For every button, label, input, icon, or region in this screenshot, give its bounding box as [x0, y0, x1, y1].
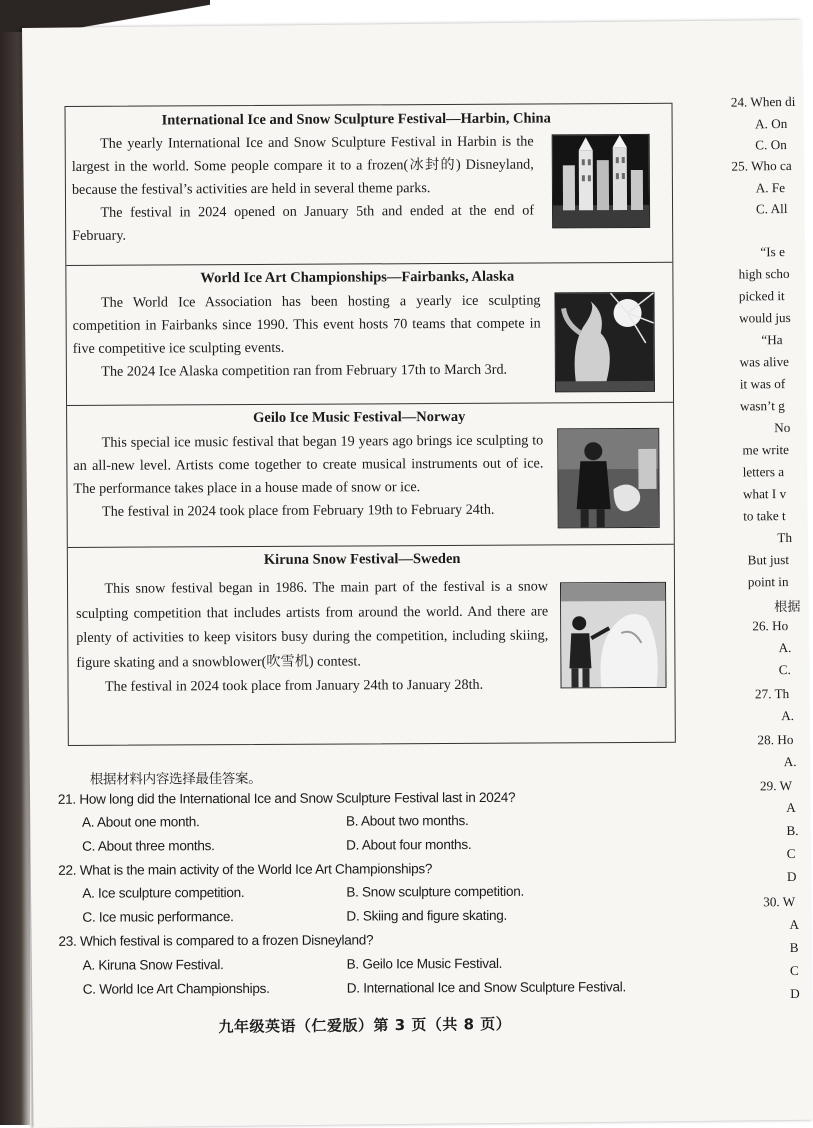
- cropped-line: D: [790, 985, 800, 1002]
- section-title: Kiruna Snow Festival—Sweden: [263, 550, 461, 568]
- section-harbin: [66, 104, 673, 265]
- section-fairbanks: [66, 262, 673, 405]
- section-body: [73, 429, 543, 523]
- cropped-line: to take t: [743, 508, 786, 524]
- section-body: [72, 289, 540, 383]
- option-d[interactable]: D. About four months.: [346, 837, 472, 853]
- cropped-line: “Ha: [761, 332, 783, 348]
- cropped-line: was alive: [739, 353, 790, 370]
- paragraph: The festival in 2024 took place from February 19th to February 24th.: [101, 501, 495, 520]
- option-c[interactable]: C. World Ice Art Championships.: [82, 980, 270, 997]
- ice-castle-photo: [552, 134, 650, 229]
- cropped-line: C: [789, 962, 799, 979]
- snow-sculpting-photo: [560, 582, 667, 689]
- cropped-line: 根据: [774, 598, 801, 615]
- cropped-line: what I v: [742, 486, 787, 502]
- paragraph: The yearly International Ice and Snow Sculpture Festival in Harbin is the largest in the world. Some people compare it to a frozen(冰封的) Disneyland, because the festival’s activities are held in several theme parks.: [71, 133, 534, 198]
- cropped-line: A.: [781, 707, 795, 724]
- cropped-line: No: [774, 419, 791, 436]
- cropped-line: A: [789, 916, 800, 933]
- cropped-line: me write: [742, 441, 790, 458]
- option-b[interactable]: B. Snow sculpture competition.: [346, 883, 524, 900]
- page-footer: 九年级英语（仁爱版）第 3 页（共 8 页）: [218, 1014, 512, 1036]
- cropped-line: 25. Who ca: [731, 157, 792, 174]
- cropped-line: would jus: [738, 309, 791, 326]
- cropped-line: 24. When di: [730, 93, 796, 110]
- paragraph: The World Ice Association has been hosting a yearly ice sculpting competition in Fairbanks since 1990. This event hosts 70 teams that compete in five competitive ice sculpting events.: [72, 292, 541, 357]
- paragraph: The festival in 2024 opened on January 5th and ended at the end of February.: [72, 202, 535, 244]
- cropped-line: 26. Ho: [752, 618, 789, 634]
- option-a[interactable]: A. Kiruna Snow Festival.: [82, 957, 224, 973]
- cropped-line: wasn’t g: [739, 398, 785, 414]
- question-stem: 22. What is the main activity of the World Ice Art Championships?: [58, 861, 433, 878]
- cropped-line: 30. W: [763, 893, 796, 910]
- cropped-line: A.: [778, 639, 792, 656]
- option-c[interactable]: C. Ice music performance.: [82, 909, 234, 925]
- cropped-line: B: [789, 939, 799, 956]
- question-stem: 21. How long did the International Ice and Snow Sculpture Festival last in 2024?: [57, 789, 516, 807]
- cropped-line: letters a: [742, 464, 785, 480]
- option-d[interactable]: D. International Ice and Snow Sculpture Festival.: [346, 979, 626, 996]
- cropped-line: point in: [747, 574, 789, 590]
- section-title: International Ice and Snow Sculpture Festival—Harbin, China: [161, 110, 551, 129]
- option-a[interactable]: A. About one month.: [81, 814, 200, 830]
- cropped-line: But just: [747, 551, 790, 568]
- option-d[interactable]: D. Skiing and figure skating.: [346, 907, 507, 924]
- section-body: [76, 574, 549, 699]
- section-title: World Ice Art Championships—Fairbanks, Alaska: [200, 268, 515, 287]
- ice-sculpture-photo: [554, 292, 655, 393]
- cropped-line: picked it: [738, 288, 785, 304]
- cropped-line: “Is e: [760, 244, 785, 260]
- cropped-line: 27. Th: [754, 686, 790, 702]
- cropped-line: B.: [786, 822, 799, 839]
- paragraph: The 2024 Ice Alaska competition ran from February 17th to March 3rd.: [101, 361, 508, 380]
- cropped-line: it was of: [739, 376, 786, 392]
- reading-material-box: [64, 103, 675, 746]
- cropped-line: C: [786, 845, 796, 862]
- section-title: Geilo Ice Music Festival—Norway: [253, 408, 466, 426]
- section-body: [72, 131, 535, 248]
- ice-musician-photo: [557, 428, 660, 529]
- paragraph: The festival in 2024 took place from January 24th to January 28th.: [104, 676, 484, 695]
- option-b[interactable]: B. About two months.: [345, 813, 469, 829]
- question-stem: 23. Which festival is compared to a frozen Disneyland?: [58, 932, 374, 949]
- option-a[interactable]: A. Ice sculpture competition.: [82, 885, 245, 901]
- exam-page: [22, 20, 813, 1128]
- cropped-line: C.: [778, 661, 791, 678]
- option-b[interactable]: B. Geilo Ice Music Festival.: [346, 955, 503, 972]
- cropped-line: D: [786, 868, 797, 885]
- cropped-line: A.: [783, 753, 797, 770]
- instruction: 根据材料内容选择最佳答案。: [89, 770, 262, 788]
- paragraph: This snow festival began in 1986. The main part of the festival is a snow sculpting competition that includes artists from around the world. And there are plenty of activities to keep visitors busy during the competition, including skiing, figure skating and a snowblower(吹雪机) contest.: [76, 578, 549, 671]
- cropped-line: A: [786, 799, 796, 816]
- section-geilo: [67, 402, 674, 547]
- cropped-line: 28. Ho: [757, 731, 794, 748]
- option-c[interactable]: C. About three months.: [82, 838, 215, 854]
- cropped-line: A. On: [754, 115, 788, 132]
- paragraph: This special ice music festival that began 19 years ago brings ice sculpting to an all-new level. Artists come together to create musical instruments out of ice. The performance takes place in a house made of snow or ice.: [73, 432, 544, 497]
- cropped-line: C. On: [755, 136, 787, 153]
- cropped-line: A. Fe: [755, 180, 786, 196]
- cropped-line: high scho: [738, 265, 790, 282]
- section-kiruna: [68, 544, 675, 745]
- cropped-line: Th: [777, 529, 793, 546]
- cropped-line: 29. W: [759, 777, 793, 794]
- question-area: [50, 765, 670, 997]
- cropped-line: C. All: [755, 200, 788, 217]
